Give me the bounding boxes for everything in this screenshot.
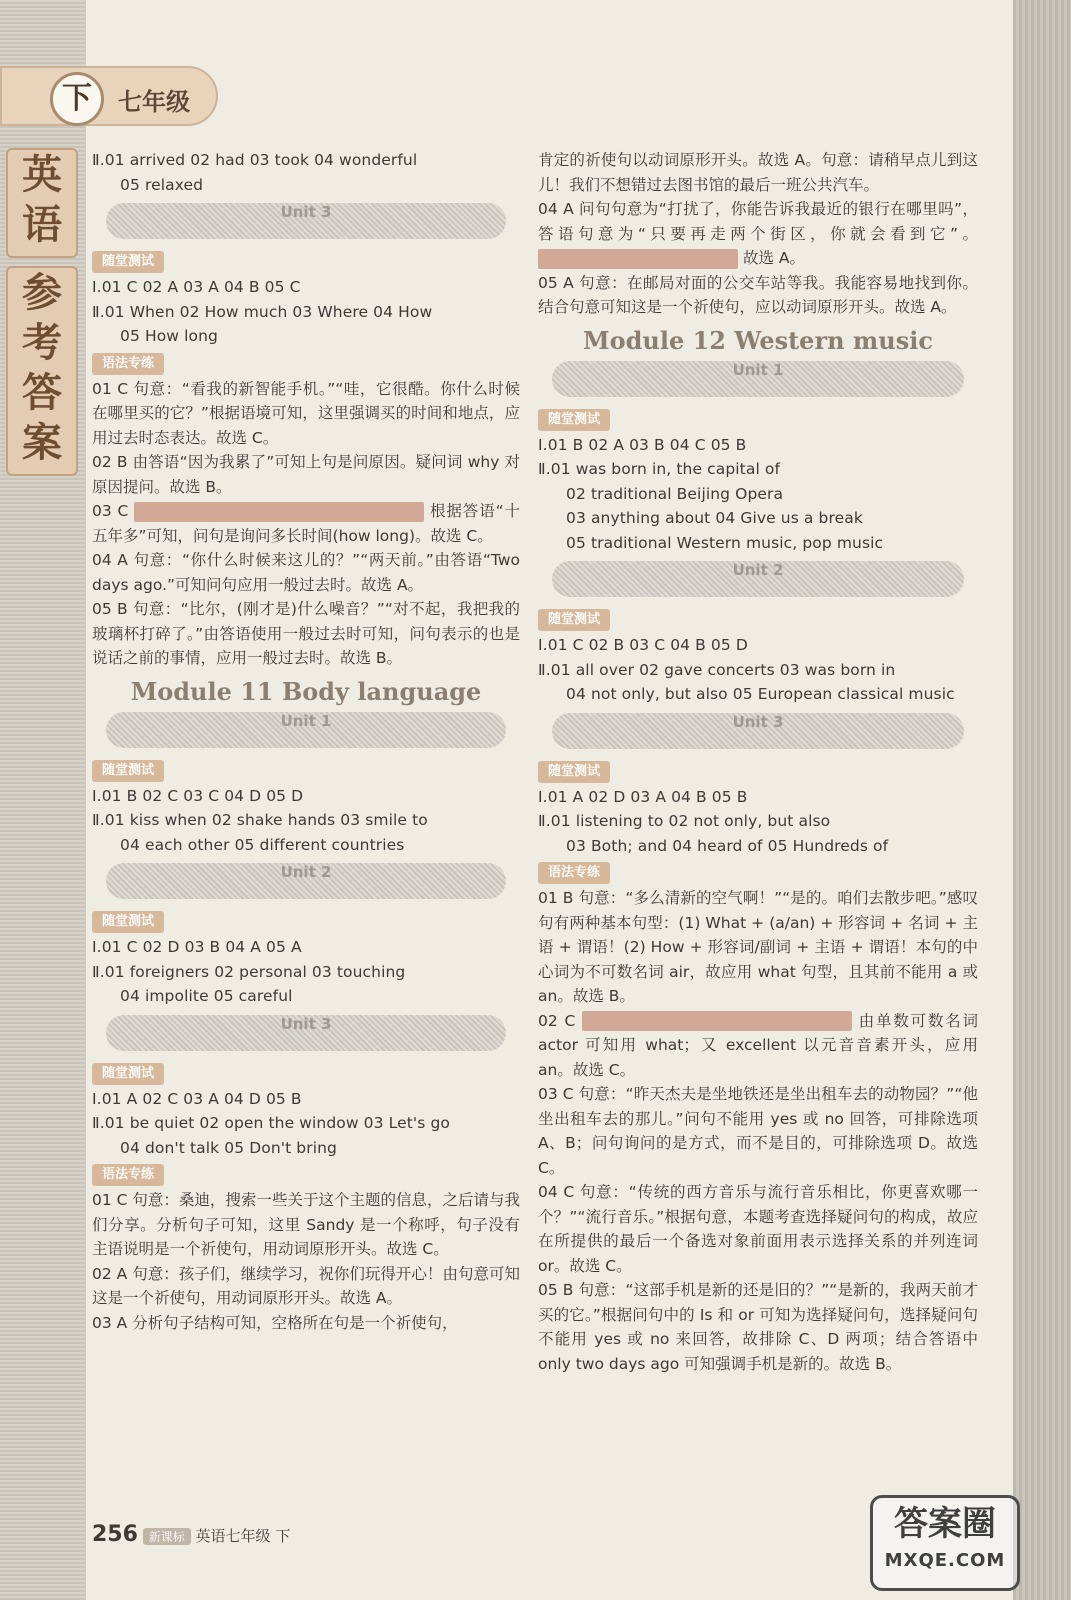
answer-line: 02 traditional Beijing Opera [566,484,784,503]
page-footer [92,1522,290,1547]
answer-line: 05 relaxed [120,175,204,194]
explanation-item: 02 A 句意：孩子们，继续学习，祝你们玩得开心！由句意可知这是一个祈使句，用动词原形开头。故选 A。 [92,1264,520,1307]
section-tag: 随堂测试 [538,609,610,631]
answer-line: Ⅱ.01 arrived 02 had 03 took 04 wonderful [92,151,418,169]
module-title: Module 12 Western music [583,325,933,355]
explanation-item: 05 B 句意：“这部手机是新的还是旧的？”“是新的，我两天前才买的它。”根据问句中的 Is 和 or 可知为选择疑问句，选择疑问句不能用 yes 或 no 来回答，故排除 C、D 两项；结合答语中 only two days ago 可知强调手机是新的。故选 B。 [538,1281,978,1373]
page-edge [1013,0,1071,1600]
explanation-item: 01 C 句意：桑迪，搜索一些关于这个主题的信息，之后请与我们分享。分析句子可知，这里 Sandy 是一个称呼，句子没有主语说明是一个祈使句，用动词原形开头。故选 C。 [92,1191,520,1258]
grade-mark: 下 [50,72,104,126]
left-column [92,148,520,1335]
explanation-item: 03 C 句意：“昨天杰夫是坐地铁还是坐出租车去的动物园？”“他坐出租车去的那儿。”问句不能用 yes 或 no 回答，可排除选项 A、B；问句询问的是方式，而不是目的，可排除选项 D。故选 C。 [538,1085,978,1177]
page-number: 256 [92,1522,138,1547]
answer-line: Ⅱ.01 When 02 How much 03 Where 04 How [92,302,433,321]
answer-line: Ⅱ.01 all over 02 gave concerts 03 was born in [538,660,896,679]
item-text: 故选 A。 [742,249,805,267]
explanation-item: 03 A 分析句子结构可知，空格所在句是一个祈使句， [92,1313,458,1332]
explanation-item: 01 B 句意：“多么清新的空气啊！”“是的。咱们去散步吧。”感叹句有两种基本句型：(1) What + (a/an) + 形容词 + 名词 + 主语 + 谓语！(2) How + 形容词/副词 + 主语 + 谓语！本句的中心词为不可数名词 air，故应用 what 句型，且其前不能用 a 或 an。故选 B。 [538,889,978,1005]
section-tag: 随堂测试 [92,760,164,782]
answer-line: Ⅱ.01 foreigners 02 personal 03 touching [92,962,406,981]
explanation-item [538,1009,978,1083]
explanation-item: 04 C 句意：“传统的西方音乐与流行音乐相比，你更喜欢哪一个？”“流行音乐。”根据句意，本题考查选择疑问句的构成，故应在所提供的最后一个备选对象前面用表示选择关系的并列连词 or。故选 C。 [538,1183,978,1275]
item-text: 由单数可数名词 actor 可知用 what；又 excellent 以元音音素开头，应用 an。故选 C。 [538,1011,978,1079]
grade-label: 七年级 [118,87,190,116]
answer-line: Ⅰ.01 C 02 A 03 A 04 B 05 C [92,278,301,296]
item-text: 根据答语“十五年多”可知，问句是询问多长时间(how long)。故选 C。 [92,502,521,545]
explanation-item: 05 B 句意：“比尔，(刚才是)什么噪音？”“对不起，我把我的玻璃杯打碎了。”由答语使用一般过去时可知，问句表示的也是说话之前的事情，应用一般过去时。故选 B。 [92,600,520,667]
sidebar-title-subject: 英语 [6,148,78,258]
site-watermark [870,1495,1020,1591]
section-tag: 随堂测试 [92,911,164,933]
watermark-text: 答案圈 [894,1504,996,1544]
answer-line: 04 don't talk 05 Don't bring [120,1138,337,1157]
explanation-item: 05 A 句意：在邮局对面的公交车站等我。我能容易地找到你。结合句意可知这是一个祈使句，应以动词原形开头。故选 A。 [538,273,978,316]
answer-line: Ⅰ.01 B 02 C 03 C 04 D 05 D [92,786,304,805]
answer-line: Ⅱ.01 listening to 02 not only, but also [538,812,831,830]
section-tag: 语法专练 [538,862,610,884]
module-title: Module 11 Body language [130,676,482,706]
sidebar-title-answers: 参考答案 [6,266,78,476]
answer-line: 05 How long [120,327,218,345]
answer-line: 03 anything about 04 Give us a break [566,509,863,527]
answer-line: 05 traditional Western music, pop music [566,533,884,552]
explanation-item: 肯定的祈使句以动词原形开头。故选 A。句意：请稍早点儿到这儿！我们不想错过去图书馆的最后一班公共汽车。 [538,151,978,194]
answer-line: 04 each other 05 different countries [120,835,405,854]
watermark-url: MXQE.COM [884,1550,1006,1571]
footer-volume: 下 [275,1527,291,1545]
footer-subject: 英语七年级 [195,1527,271,1545]
answer-line: Ⅱ.01 was born in, the capital of [538,460,781,478]
unit-banner: Unit 2 [106,863,506,899]
right-column [538,148,978,1376]
section-tag: 语法专练 [92,353,164,375]
answer-line: Ⅰ.01 B 02 A 03 B 04 C 05 B [538,435,747,454]
answer-line: Ⅱ.01 be quiet 02 open the window 03 Let's go [92,1114,450,1132]
section-tag: 随堂测试 [538,409,610,431]
item-text: 04 A 问句句意为“打扰了，你能告诉我最近的银行在哪里吗”，答语句意为“只要再走两个街区，你就会看到它”。 [538,200,978,243]
section-tag: 随堂测试 [92,1063,164,1085]
redaction-block [134,502,424,522]
item-number: 03 C [92,502,129,520]
redaction-block [582,1011,852,1031]
explanation-item [538,197,978,271]
unit-banner: Unit 1 [106,712,506,748]
explanation-item [92,499,520,548]
answer-line: Ⅱ.01 kiss when 02 shake hands 03 smile to [92,811,428,829]
section-tag: 随堂测试 [538,761,610,783]
unit-banner: Unit 2 [552,561,964,597]
explanation-item: 02 B 由答语“因为我累了”可知上句是问原因。疑问词 why 对原因提问。故选 B。 [92,453,520,496]
unit-banner: Unit 1 [552,361,964,397]
section-tag: 语法专练 [92,1164,164,1186]
answer-line: Ⅰ.01 A 02 C 03 A 04 D 05 B [92,1089,302,1108]
item-number: 02 C [538,1011,576,1030]
answer-line: Ⅰ.01 C 02 D 03 B 04 A 05 A [92,938,302,956]
explanation-item: 04 A 句意：“你什么时候来这儿的？”“两天前。”由答语“Two days ago.”可知问句应用一般过去时。故选 A。 [92,551,520,594]
answer-line: Ⅰ.01 A 02 D 03 A 04 B 05 B [538,787,748,806]
explanation-item: 01 C 句意：“看我的新智能手机。”“哇，它很酷。你什么时候在哪里买的它？”根据语境可知，这里强调买的时间和地点，应用过去时态表达。故选 C。 [92,379,520,447]
series-tag: 新课标 [143,1528,191,1545]
unit-banner: Unit 3 [106,1015,506,1051]
redaction-block [538,249,738,269]
unit-banner: Unit 3 [106,203,506,239]
answer-line: 04 not only, but also 05 European classical music [566,685,955,703]
unit-banner: Unit 3 [552,713,964,749]
answer-line: 04 impolite 05 careful [120,987,293,1005]
section-tag: 随堂测试 [92,251,164,273]
answer-line: Ⅰ.01 C 02 B 03 C 04 B 05 D [538,636,748,654]
answer-line: 03 Both; and 04 heard of 05 Hundreds of [566,836,889,855]
